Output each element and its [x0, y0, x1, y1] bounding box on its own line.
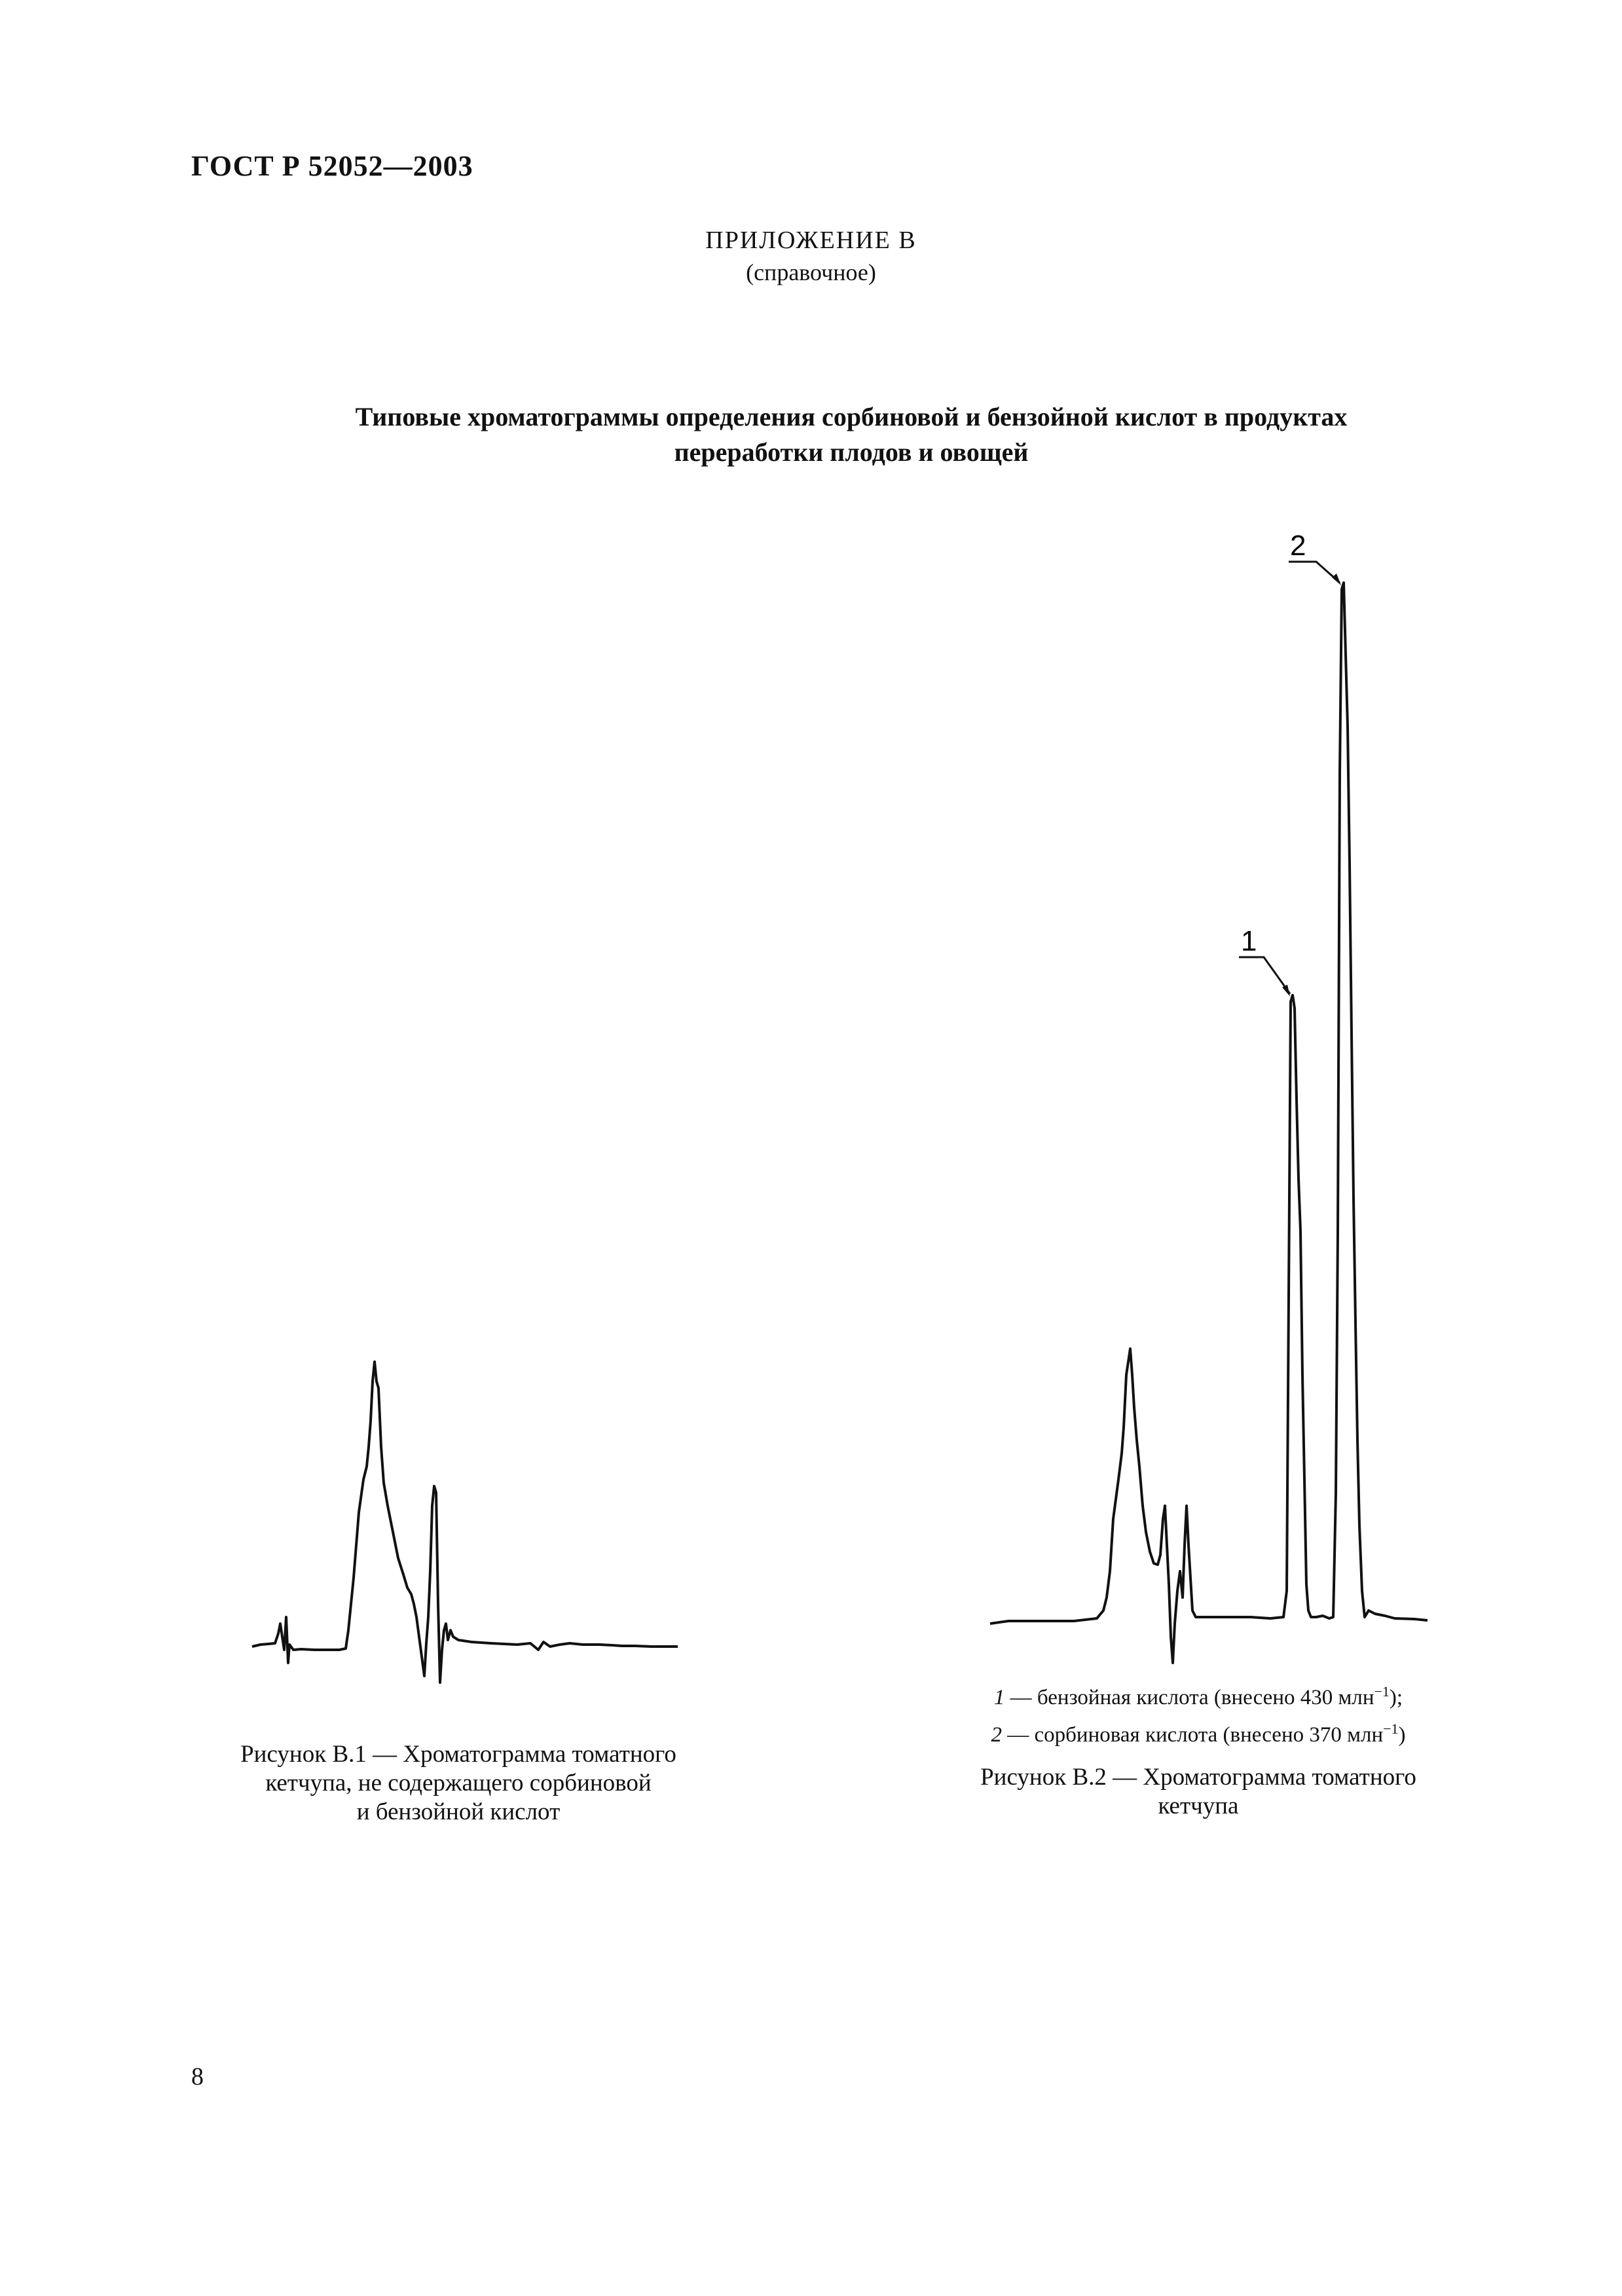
figure2-caption-line2: кетчупа: [1158, 1793, 1239, 1819]
figure2-legend: [904, 1676, 1493, 1751]
chromatogram-trace-2: [990, 583, 1428, 1663]
main-title-line1: Типовые хроматограммы определения сорбиновой и бензойной кислот в продуктах: [355, 402, 1348, 431]
page-number: 8: [191, 2063, 204, 2090]
chromatogram-figure-1: [242, 1342, 701, 1709]
main-title: [196, 399, 1506, 470]
figure1-caption: [203, 1740, 714, 1827]
chromatogram-trace-1: [252, 1362, 678, 1683]
peak2-arrowhead: [1332, 574, 1341, 585]
document-id: ГОСТ Р 52052—2003: [191, 150, 473, 182]
figure2-caption: [943, 1763, 1454, 1821]
main-title-line2: переработки плодов и овощей: [674, 437, 1029, 467]
peak1-label: 1: [1241, 925, 1257, 957]
peak2-leader-line: [1289, 562, 1340, 583]
figure1-caption-line1: Рисунок В.1 — Хроматограмма томатного: [240, 1741, 676, 1768]
legend-item-2-text: — сорбиновая кислота (внесено 370 млн: [1001, 1723, 1384, 1747]
appendix-subtitle: (справочное): [746, 259, 876, 285]
legend-item-1-end: );: [1389, 1686, 1403, 1709]
legend-item-2-number: 2: [991, 1723, 1002, 1747]
legend-item-2: [904, 1713, 1493, 1751]
legend-item-1-text: — бензойная кислота (внесено 430 млн: [1005, 1686, 1374, 1709]
peak2-label: 2: [1290, 530, 1306, 562]
peak1-leader-line: [1239, 957, 1290, 994]
figure1-caption-line3: и бензойной кислот: [356, 1798, 561, 1825]
legend-item-2-exponent: −1: [1383, 1721, 1399, 1737]
chromatogram-figure-2: [982, 511, 1506, 1702]
legend-item-2-end: ): [1398, 1723, 1406, 1747]
legend-item-1-number: 1: [993, 1686, 1005, 1709]
figure1-caption-line2: кетчупа, не содержащего сорбиновой: [265, 1770, 652, 1796]
figure2-caption-line1: Рисунок В.2 — Хроматограмма томатного: [980, 1764, 1416, 1791]
legend-item-1: [904, 1676, 1493, 1713]
appendix-title: ПРИЛОЖЕНИЕ В: [705, 227, 917, 254]
legend-item-1-exponent: −1: [1374, 1683, 1390, 1700]
